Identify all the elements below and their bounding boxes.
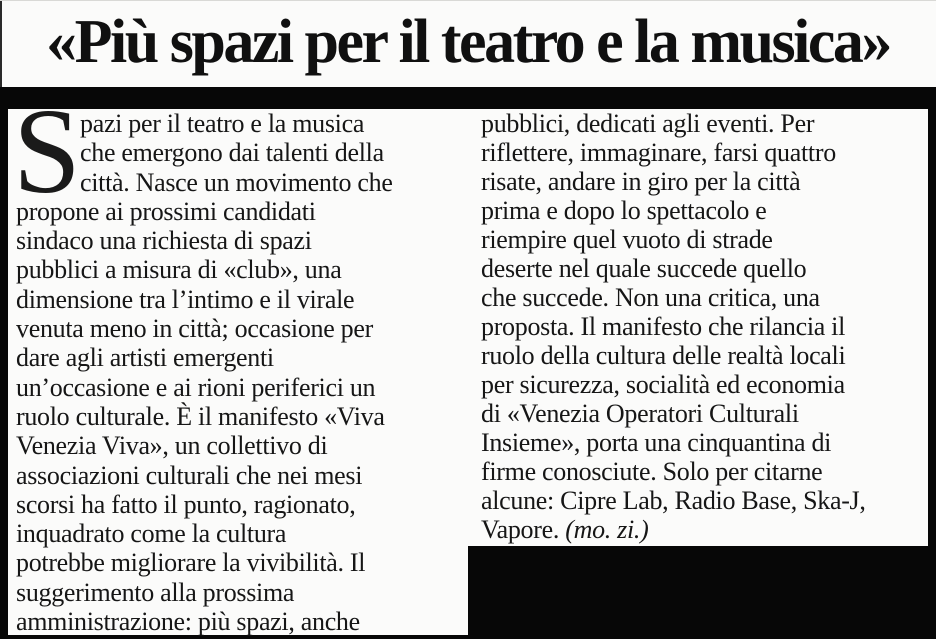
text-line: deserte nel quale succede quello — [481, 254, 807, 283]
text-line: pazi per il teatro e la musica — [80, 109, 365, 138]
page-edge-left — [0, 87, 8, 639]
text-line: associazioni culturali che nei mesi — [16, 460, 363, 490]
column-left-text — [16, 109, 468, 636]
text-line: sindaco una richiesta di spazi — [16, 226, 312, 256]
article-column-right — [481, 109, 929, 544]
headline-rule — [0, 87, 936, 109]
text-line: un’occasione e ai rioni periferici un — [16, 372, 376, 402]
text-line: che succede. Non una critica, una — [481, 283, 820, 312]
text-line: Venezia Viva», un collettivo di — [16, 431, 328, 461]
text-line: propone ai prossimi candidati — [16, 196, 316, 226]
page-edge-left-top — [0, 1, 2, 87]
text-line: dimensione tra l’intimo e il virale — [16, 284, 355, 314]
text-line: dare agli artisti emergenti — [16, 343, 274, 373]
text-line: alcune: Cipre Lab, Radio Base, Ska-J, — [481, 486, 866, 515]
text-line: riempire quel vuoto di strade — [481, 225, 773, 254]
text-line: di «Venezia Operatori Culturali — [481, 399, 799, 428]
text-line: suggerimento alla prossima — [16, 577, 295, 607]
article-column-left — [16, 109, 468, 636]
text-line: prima e dopo lo spettacolo e — [481, 196, 767, 225]
drop-cap: S — [13, 84, 81, 219]
text-line: ruolo della cultura delle realtà locali — [481, 341, 846, 370]
signoff-prefix: Vapore. — [481, 515, 566, 544]
text-line: pubblici, dedicati agli eventi. Per — [481, 109, 815, 138]
text-line: proposta. Il manifesto che rilancia il — [481, 312, 846, 341]
column-right-text — [481, 109, 929, 515]
text-line: riflettere, immaginare, farsi quattro — [481, 138, 836, 167]
text-line: potrebbe migliorare la vivibilità. Il — [16, 548, 366, 578]
text-line: scorsi ha fatto il punto, ragionato, — [16, 489, 356, 519]
signoff-line — [481, 515, 929, 544]
photo-block — [468, 546, 936, 639]
text-line: Insieme», porta una cinquantina di — [481, 428, 832, 457]
text-line: pubblici a misura di «club», una — [16, 255, 342, 285]
text-line: firme conosciute. Solo per citarne — [481, 457, 823, 486]
text-line: inquadrato come la cultura — [16, 519, 287, 549]
article-headline: «Più spazi per il teatro e la musica» — [46, 8, 890, 76]
text-line: città. Nasce un movimento che — [80, 167, 393, 197]
author-initials: (mo. zi.) — [565, 515, 649, 544]
text-line: venuta meno in città; occasione per — [16, 314, 373, 344]
text-line: che emergono dai talenti della — [80, 138, 384, 168]
text-line: ruolo culturale. È il manifesto «Viva — [16, 401, 385, 431]
text-line: amministrazione: più spazi, anche — [16, 607, 360, 637]
text-line: risate, andare in giro per la città — [481, 167, 801, 196]
text-line: per sicurezza, socialità ed economia — [481, 370, 845, 399]
